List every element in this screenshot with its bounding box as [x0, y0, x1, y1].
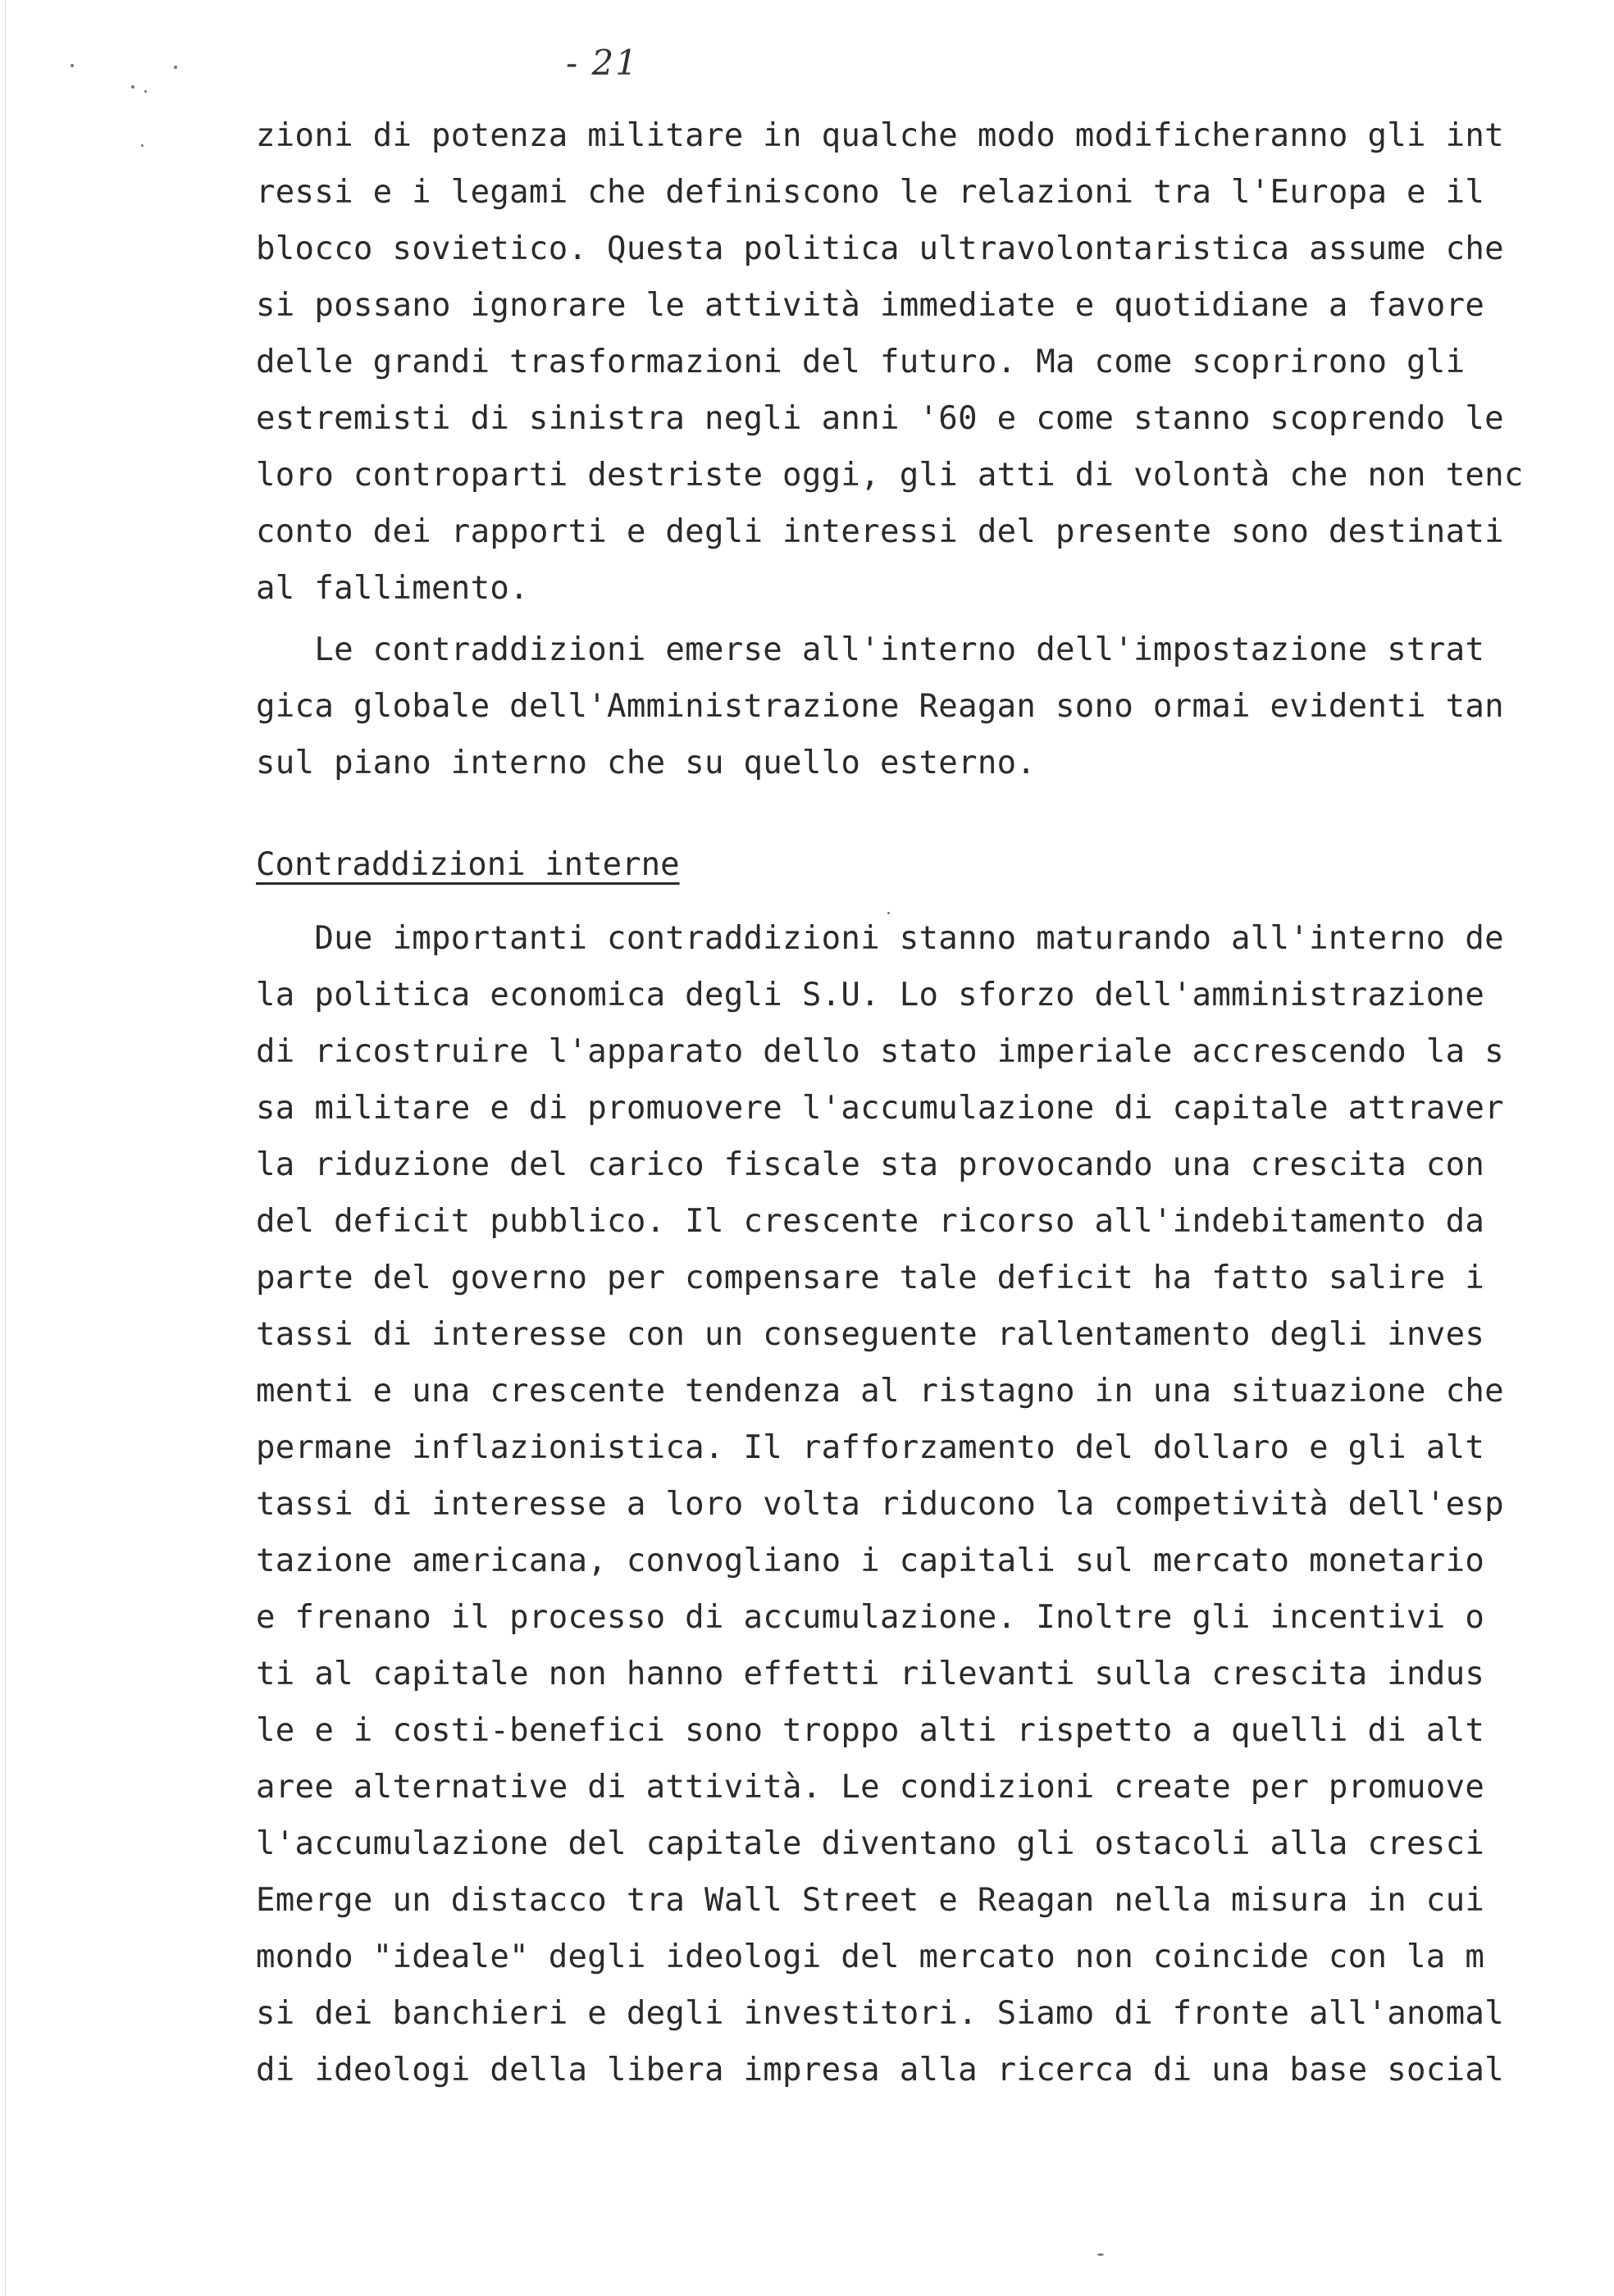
page-number: - 21	[566, 43, 639, 83]
scan-speck	[887, 912, 890, 914]
text-line: si dei banchieri e degli investitori. Siamo di fronte all'anomal	[256, 1995, 1504, 2032]
text-line: Due importanti contraddizioni stanno maturando all'interno de	[256, 920, 1504, 957]
paragraph-2	[256, 622, 1578, 791]
text-line: gica globale dell'Amministrazione Reagan sono ormai evidenti tan	[256, 688, 1504, 725]
scan-speck	[144, 90, 147, 93]
text-line: le e i costi-benefici sono troppo alti rispetto a quelli di alt	[256, 1712, 1485, 1749]
text-line: di ideologi della libera impresa alla ricerca di una base social	[256, 2052, 1504, 2089]
text-line: l'accumulazione del capitale diventano gli ostacoli alla cresci	[256, 1825, 1485, 1862]
text-line: al fallimento.	[256, 570, 529, 607]
text-line: tazione americana, convogliano i capitali sul mercato monetario	[256, 1542, 1485, 1579]
text-line: si possano ignorare le attività immediate e quotidiane a favore	[256, 287, 1485, 324]
scan-speck	[174, 66, 177, 69]
text-line: delle grandi trasformazioni del futuro. Ma come scoprirono gli	[256, 344, 1466, 380]
section-heading: Contraddizioni interne	[256, 846, 680, 883]
scan-speck	[1097, 2253, 1104, 2256]
text-line: blocco sovietico. Questa politica ultravolontaristica assume che	[256, 230, 1504, 267]
text-line: di ricostruire l'apparato dello stato imperiale accrescendo la s	[256, 1033, 1504, 1070]
text-line: zioni di potenza militare in qualche modo modificheranno gli int	[256, 117, 1504, 154]
text-line: aree alternative di attività. Le condizioni create per promuove	[256, 1769, 1485, 1806]
text-line: estremisti di sinistra negli anni '60 e come stanno scoprendo le	[256, 400, 1504, 437]
text-line: la politica economica degli S.U. Lo sforzo dell'amministrazione	[256, 977, 1485, 1014]
text-line: del deficit pubblico. Il crescente ricorso all'indebitamento da	[256, 1203, 1485, 1240]
text-line: Emerge un distacco tra Wall Street e Reagan nella misura in cui	[256, 1882, 1485, 1919]
text-line: loro controparti destriste oggi, gli atti di volontà che non tenc	[256, 457, 1524, 494]
paragraph-3	[256, 910, 1578, 2098]
text-line: mondo "ideale" degli ideologi del mercato non coincide con la m	[256, 1938, 1485, 1975]
text-line: tassi di interesse con un conseguente rallentamento degli inves	[256, 1316, 1485, 1353]
scan-speck	[131, 85, 134, 89]
text-line: Le contraddizioni emerse all'interno dell'impostazione strat	[256, 631, 1485, 668]
scan-speck	[141, 144, 144, 147]
text-line: parte del governo per compensare tale deficit ha fatto salire i	[256, 1260, 1485, 1296]
text-line: e frenano il processo di accumulazione. Inoltre gli incentivi o	[256, 1599, 1485, 1636]
text-line: tassi di interesse a loro volta riducono la competività dell'esp	[256, 1486, 1504, 1523]
paragraph-1	[256, 107, 1578, 617]
text-line: permane inflazionistica. Il rafforzamento del dollaro e gli alt	[256, 1429, 1485, 1466]
scan-speck	[71, 64, 74, 67]
text-line: ti al capitale non hanno effetti rilevanti sulla crescita indus	[256, 1656, 1485, 1692]
text-line: conto dei rapporti e degli interessi del presente sono destinati	[256, 513, 1504, 550]
text-line: menti e una crescente tendenza al ristagno in una situazione che	[256, 1373, 1504, 1410]
text-line: sa militare e di promuovere l'accumulazione di capitale attraver	[256, 1090, 1504, 1127]
text-line: sul piano interno che su quello esterno.	[256, 745, 1037, 781]
text-line: la riduzione del carico fiscale sta provocando una crescita con	[256, 1146, 1485, 1183]
text-line: ressi e i legami che definiscono le relazioni tra l'Europa e il	[256, 174, 1485, 211]
scan-edge-line	[5, 0, 6, 2296]
